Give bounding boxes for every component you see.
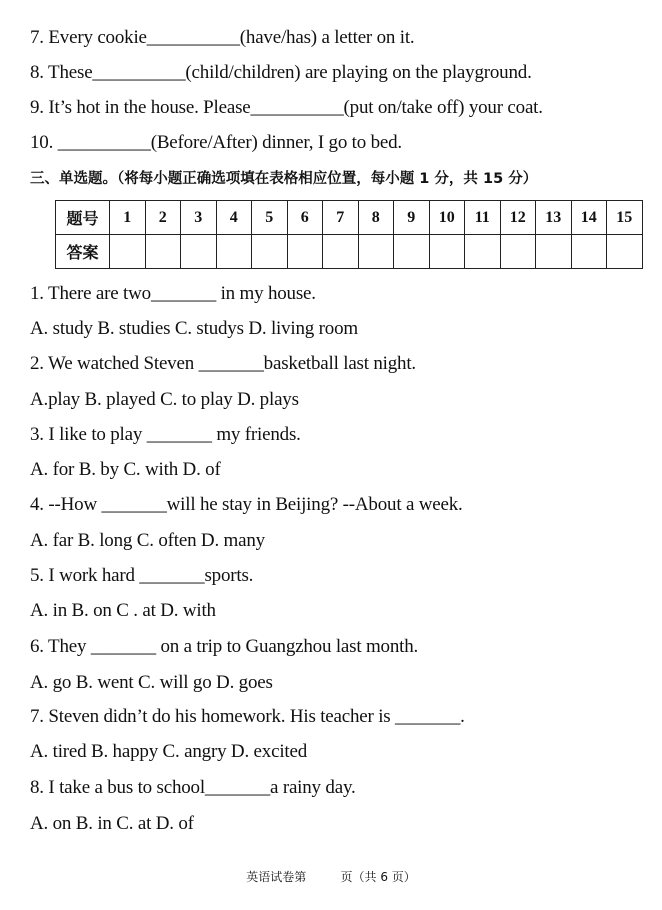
answer-table-answer-row [56,235,643,269]
answer-cell[interactable] [536,235,572,269]
question-7-stem: 7. Steven didn’t do his homework. His teacher is _______. [30,706,465,727]
question-number-cell: 12 [500,201,536,235]
answer-cell[interactable] [216,235,252,269]
fill-item-8: 8. These__________(child/children) are playing on the playground. [30,62,532,83]
question-3-stem: 3. I like to play _______ my friends. [30,424,301,445]
answer-cell[interactable] [287,235,323,269]
question-7-options: A. tired B. happy C. angry D. excited [30,741,308,762]
answer-cell[interactable] [571,235,607,269]
question-number-cell: 11 [465,201,501,235]
section-three-title: 三、单选题。（将每小题正确选项填在表格相应位置，每小题 1 分，共 15 分） [30,171,538,187]
question-5-options: A. in B. on C . at D. with [30,600,216,621]
page-footer: 英语试卷第 页（共 6 页） [246,870,416,884]
answer-cell[interactable] [252,235,288,269]
question-8-options: A. on B. in C. at D. of [30,813,194,834]
question-number-cell: 7 [323,201,359,235]
question-number-cell: 6 [287,201,323,235]
answer-cell[interactable] [607,235,643,269]
question-3-options: A. for B. by C. with D. of [30,459,221,480]
question-number-cell: 14 [571,201,607,235]
answer-cell[interactable] [429,235,465,269]
question-4-stem: 4. --How _______will he stay in Beijing? --About a week. [30,494,463,515]
question-number-cell: 3 [181,201,217,235]
question-6-stem: 6. They _______ on a trip to Guangzhou last month. [30,636,419,657]
question-1-options: A. study B. studies C. studys D. living room [30,318,358,339]
answer-cell[interactable] [145,235,181,269]
question-number-cell: 1 [110,201,146,235]
answer-cell[interactable] [394,235,430,269]
answer-cell[interactable] [358,235,394,269]
question-2-stem: 2. We watched Steven _______basketball last night. [30,353,416,374]
fill-item-7: 7. Every cookie__________(have/has) a letter on it. [30,27,415,48]
question-number-cell: 9 [394,201,430,235]
question-number-cell: 4 [216,201,252,235]
question-number-cell: 5 [252,201,288,235]
answer-table [55,200,643,269]
question-6-options: A. go B. went C. will go D. goes [30,672,273,693]
question-number-cell: 8 [358,201,394,235]
answer-table-number-row [56,201,643,235]
question-1-stem: 1. There are two_______ in my house. [30,283,316,304]
question-number-cell: 15 [607,201,643,235]
fill-item-10: 10. __________(Before/After) dinner, I go to bed. [30,132,402,153]
question-number-cell: 2 [145,201,181,235]
question-8-stem: 8. I take a bus to school_______a rainy day. [30,777,356,798]
answer-cell[interactable] [500,235,536,269]
question-number-cell: 13 [536,201,572,235]
question-number-header: 题号 [56,201,110,235]
answer-cell[interactable] [323,235,359,269]
answer-cell[interactable] [110,235,146,269]
question-2-options: A.play B. played C. to play D. plays [30,389,299,410]
question-5-stem: 5. I work hard _______sports. [30,565,254,586]
answer-cell[interactable] [465,235,501,269]
answer-header: 答案 [56,235,110,269]
question-4-options: A. far B. long C. often D. many [30,530,265,551]
answer-cell[interactable] [181,235,217,269]
question-number-cell: 10 [429,201,465,235]
fill-item-9: 9. It’s hot in the house. Please__________(put on/take off) your coat. [30,97,543,118]
